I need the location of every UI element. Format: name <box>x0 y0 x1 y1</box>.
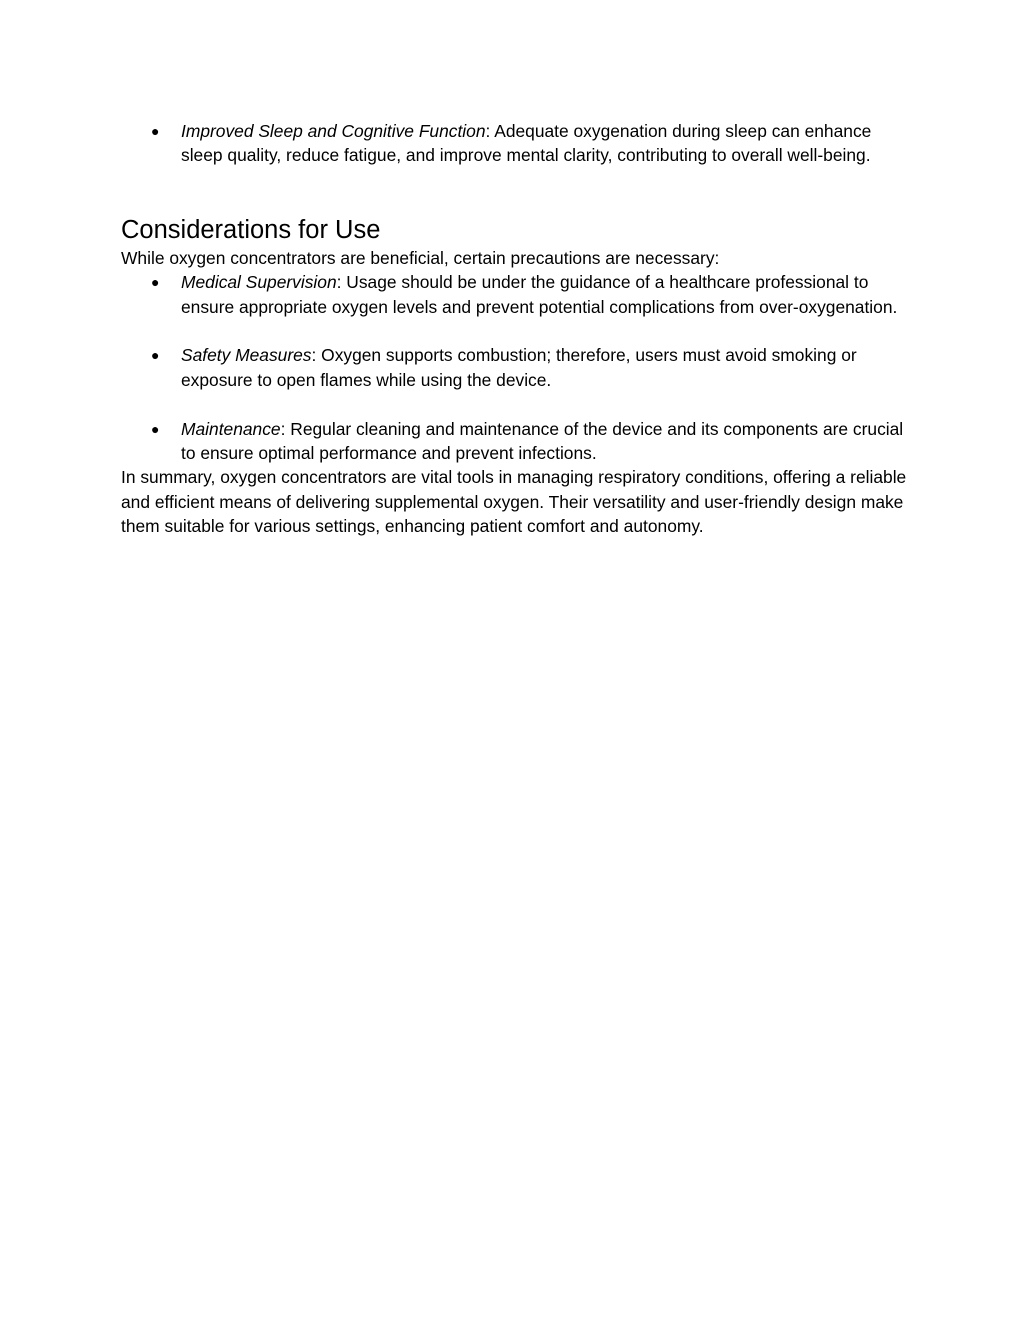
list-item-term: Safety Measures <box>181 345 312 366</box>
document-content <box>121 119 911 539</box>
list-item <box>121 119 911 168</box>
benefits-list <box>121 119 911 168</box>
list-item-text: : Adequate oxygenation during sleep can enhance sleep quality, reduce fatigue, and improve mental clarity, contributing to overall well-being. <box>181 121 872 166</box>
summary-paragraph: In summary, oxygen concentrators are vital tools in managing respiratory conditions, offering a reliable and efficient means of delivering supplemental oxygen. Their versatility and user-friendly design make them suitable for various settings, enhancing patient comfort and autonomy. <box>121 467 907 537</box>
section-intro: While oxygen concentrators are beneficial, certain precautions are necessary: <box>121 247 720 268</box>
list-item <box>121 343 911 392</box>
bullet-icon: ● <box>151 420 160 437</box>
bullet-icon: ● <box>151 274 160 291</box>
section-heading: Considerations for Use <box>121 215 381 244</box>
list-item-text: : Usage should be under the guidance of a healthcare professional to ensure appropriate oxygen levels and prevent potential complications from over-oxygenation. <box>181 272 898 317</box>
bullet-icon: ● <box>151 123 160 139</box>
list-item-term: Maintenance <box>181 418 281 439</box>
considerations-list <box>121 270 911 465</box>
list-item-text: : Oxygen supports combustion; therefore, users must avoid smoking or exposure to open flames while using the device. <box>181 345 857 390</box>
bullet-icon: ● <box>151 347 160 364</box>
list-item <box>121 270 911 319</box>
list-item-term: Medical Supervision <box>181 272 337 293</box>
list-item-term: Improved Sleep and Cognitive Function <box>181 121 486 141</box>
list-item <box>121 417 911 466</box>
list-item-text: : Regular cleaning and maintenance of the device and its components are crucial to ensure optimal performance and prevent infections. <box>181 418 904 464</box>
